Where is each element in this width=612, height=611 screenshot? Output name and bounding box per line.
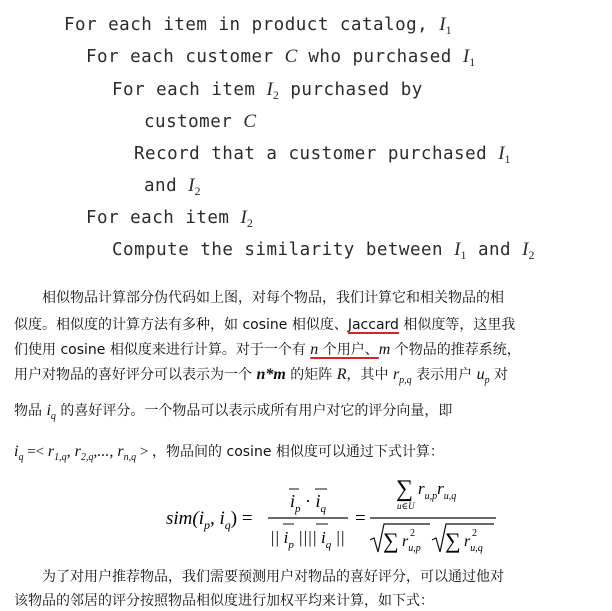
svg-text:u∈U: u∈U [397,501,415,511]
code-line-2: For each customer C who purchased $I_1$ [86,46,476,69]
paragraph-1-line-5: 物品 $i_q$ 的喜好评分。一个物品可以表示成所有用户对它的评分向量，即 [14,402,453,422]
paragraph-1-line-6: $i_q =< r_{1,q}$, $r_{2,q}$,..., $r_{n,q}$ > ，物品间的 cosine 相似度可以通过下式计算： [14,443,444,463]
jaccard-term: Jaccard [347,317,399,333]
formula-equals-2: = [355,508,366,529]
code-line-6: and $I_2$ [144,175,201,198]
svg-text:ru,pru,q: $r_{u,p}r_{u,q}$ [418,479,457,502]
cosine-similarity-formula [0,472,612,562]
formula-lhs: sim(i [166,508,204,529]
paragraph-1-line-3: 们使用 cosine 相似度来进行计算。对于一个有 n 个用户、m 个物品的推荐系统， [14,341,521,358]
svg-text:ru,q: $r_{u,q}$ [464,533,483,554]
paragraph-1-line-1: 相似物品计算部分伪代码如上图，对每个物品，我们计算它和相关物品的相 [42,290,504,306]
svg-text:2: 2 [410,528,415,539]
svg-text:sim(ip, iq) =: $sim(i_p$, $i_q$) = [166,508,253,532]
svg-text:ip · iq: $i_p \cdot i_q$ [290,491,327,515]
svg-text:|| ip |||| iq ||: || $i_p$ |||| $i_q$ || [270,528,345,551]
svg-text:2: 2 [472,528,477,539]
svg-text:ru,p: $r_{u,p}$ [402,533,421,554]
paragraph-2-line-1: 为了对用户推荐物品，我们需要预测用户对物品的喜好评分，可以通过他对 [42,569,504,585]
svg-text:∑: ∑ [445,528,461,553]
formula-num-ip: i [290,491,296,511]
code-line-3: For each item $I_2$ purchased by [112,79,423,102]
formula-den: || i [270,528,289,547]
paragraph-1-line-4: 用户对物品的喜好评分可以表示为一个 n*m 的矩阵 R，其中 $r_{p,q}$ 表示用户 $u_p$ 对 [14,366,509,386]
paragraph-1-line-2: 似度。相似度的计算方法有多种，如 cosine 相似度、Jaccard 相似度等，这里我 [14,317,516,333]
svg-text:∑: ∑ [383,528,399,553]
code-line-7: For each item $I_2$ [86,207,254,230]
code-line-5: Record that a customer purchased $I_1$ [134,143,512,166]
code-line-4: customer C [144,111,257,132]
code-line-8: Compute the similarity between $I_1$ and $I_2$ [112,239,535,262]
formula-sum-top: ∑ [396,476,414,502]
code-line-1: For each item in product catalog, $I_1$ [64,14,453,37]
paragraph-2-line-2: 该物品的邻居的评分按照物品相似度进行加权平均来计算，如下式： [14,593,434,609]
